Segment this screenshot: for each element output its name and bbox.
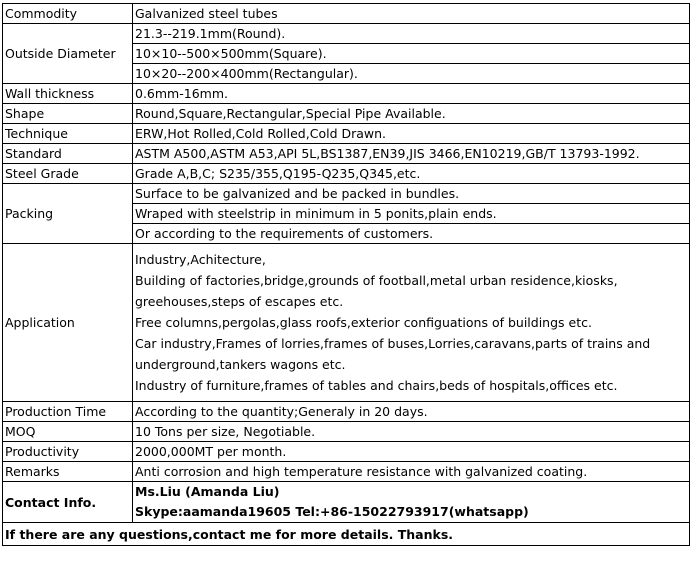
steel-grade-value: Grade A,B,C; S235/355,Q195-Q235,Q345,etc. <box>133 164 690 184</box>
contact-details: Skype:aamanda19605 Tel:+86-15022793917(whatsapp) <box>135 504 529 519</box>
application-line: greehouses,steps of escapes etc. <box>135 294 344 309</box>
contact-value <box>133 482 690 523</box>
productivity-value: 2000,000MT per month. <box>133 442 690 462</box>
table-row <box>3 422 690 442</box>
moq-value: 10 Tons per size, Negotiable. <box>133 422 690 442</box>
moq-label: MOQ <box>3 422 133 442</box>
remarks-value: Anti corrosion and high temperature resistance with galvanized coating. <box>133 462 690 482</box>
remarks-label: Remarks <box>3 462 133 482</box>
packing-value-requirements: Or according to the requirements of customers. <box>133 224 690 244</box>
table-row <box>3 523 690 546</box>
application-line: Car industry,Frames of lorries,frames of buses,Lorries,caravans,parts of trains and <box>135 336 651 351</box>
application-line: Free columns,pergolas,glass roofs,exterior configuations of buildings etc. <box>135 315 592 330</box>
productivity-label: Productivity <box>3 442 133 462</box>
table-row <box>3 164 690 184</box>
table-row <box>3 144 690 164</box>
outside-diameter-value-round: 21.3--219.1mm(Round). <box>133 24 690 44</box>
application-line: Building of factories,bridge,grounds of football,metal urban residence,kiosks, <box>135 273 618 288</box>
standard-label: Standard <box>3 144 133 164</box>
wall-thickness-value: 0.6mm-16mm. <box>133 84 690 104</box>
table-row <box>3 402 690 422</box>
packing-label: Packing <box>3 184 133 244</box>
contact-name: Ms.Liu (Amanda Liu) <box>135 484 280 499</box>
production-time-label: Production Time <box>3 402 133 422</box>
wall-thickness-label: Wall thickness <box>3 84 133 104</box>
footer-note: If there are any questions,contact me for more details. Thanks. <box>3 523 690 546</box>
table-row <box>3 462 690 482</box>
application-line: Industry of furniture,frames of tables and chairs,beds of hospitals,offices etc. <box>135 378 618 393</box>
outside-diameter-label: Outside Diameter <box>3 24 133 84</box>
outside-diameter-value-square: 10×10--500×500mm(Square). <box>133 44 690 64</box>
spec-table <box>2 3 690 546</box>
table-row <box>3 244 690 402</box>
technique-label: Technique <box>3 124 133 144</box>
table-row <box>3 184 690 204</box>
shape-value: Round,Square,Rectangular,Special Pipe Available. <box>133 104 690 124</box>
commodity-value: Galvanized steel tubes <box>133 4 690 24</box>
table-row <box>3 84 690 104</box>
table-row <box>3 104 690 124</box>
application-value <box>133 244 690 402</box>
steel-grade-label: Steel Grade <box>3 164 133 184</box>
table-row <box>3 442 690 462</box>
packing-value-steelstrip: Wraped with steelstrip in minimum in 5 ponits,plain ends. <box>133 204 690 224</box>
table-row <box>3 482 690 523</box>
production-time-value: According to the quantity;Generaly in 20 days. <box>133 402 690 422</box>
outside-diameter-value-rectangular: 10×20--200×400mm(Rectangular). <box>133 64 690 84</box>
contact-label: Contact Info. <box>3 482 133 523</box>
application-line: underground,tankers wagons etc. <box>135 357 346 372</box>
application-line: Industry,Achitecture, <box>135 252 266 267</box>
commodity-label: Commodity <box>3 4 133 24</box>
table-row <box>3 4 690 24</box>
standard-value: ASTM A500,ASTM A53,API 5L,BS1387,EN39,JIS 3466,EN10219,GB/T 13793-1992. <box>133 144 690 164</box>
packing-value-surface: Surface to be galvanized and be packed in bundles. <box>133 184 690 204</box>
application-label: Application <box>3 244 133 402</box>
table-row <box>3 24 690 44</box>
shape-label: Shape <box>3 104 133 124</box>
table-row <box>3 124 690 144</box>
technique-value: ERW,Hot Rolled,Cold Rolled,Cold Drawn. <box>133 124 690 144</box>
